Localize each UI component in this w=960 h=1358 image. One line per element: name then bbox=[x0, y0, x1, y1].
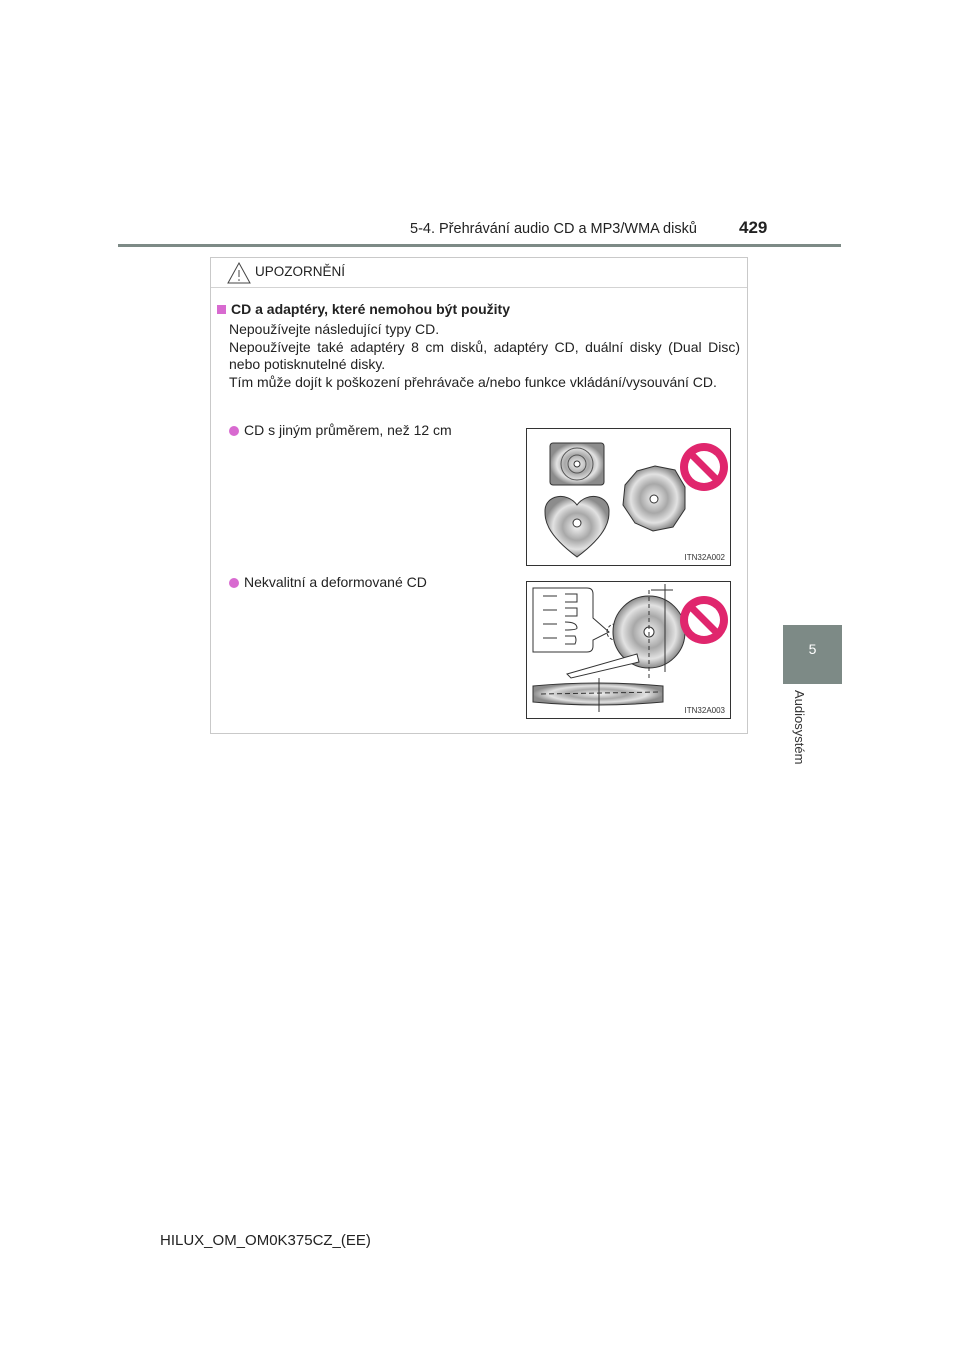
round-bullet-icon bbox=[229, 578, 239, 588]
list-item-label: CD s jiným průměrem, než 12 cm bbox=[244, 422, 452, 438]
figure-code: ITN32A003 bbox=[684, 706, 725, 715]
document-id: HILUX_OM_OM0K375CZ_(EE) bbox=[160, 1232, 371, 1249]
round-bullet-icon bbox=[229, 426, 239, 436]
warning-body bbox=[229, 321, 740, 391]
figure-code: ITN32A002 bbox=[684, 553, 725, 562]
paragraph: Tím může dojít k poškození přehrávače a/nebo funkce vkládání/vysouvání CD. bbox=[229, 373, 717, 390]
chapter-tab bbox=[783, 625, 842, 684]
list-item bbox=[229, 422, 452, 438]
figure-odd-shaped-cds bbox=[526, 428, 731, 566]
header-divider bbox=[118, 244, 841, 247]
paragraph: Nepoužívejte následující typy CD. bbox=[229, 321, 440, 337]
odd-shaped-cd-illustration bbox=[527, 429, 730, 565]
section-heading-text: CD a adaptéry, které nemohou být použity bbox=[231, 301, 511, 317]
list-item bbox=[229, 574, 427, 590]
chapter-label: Audiosystém bbox=[792, 690, 807, 765]
paragraph: Nepoužívejte také adaptéry 8 cm disků, adaptéry CD, duální disky (Dual Disc) nebo potisknutelné disky. bbox=[229, 338, 740, 372]
list-item-label: Nekvalitní a deformované CD bbox=[244, 574, 427, 590]
section-heading bbox=[217, 301, 510, 317]
chapter-number: 5 bbox=[808, 641, 817, 657]
prohibition-icon bbox=[680, 596, 728, 644]
warning-title: UPOZORNĚNÍ bbox=[255, 264, 346, 279]
prohibition-icon bbox=[680, 443, 728, 491]
warning-triangle-icon bbox=[226, 261, 252, 285]
deformed-cd-illustration bbox=[527, 582, 730, 718]
figure-deformed-cds bbox=[526, 581, 731, 719]
warning-header bbox=[211, 258, 747, 288]
warning-box bbox=[210, 257, 748, 734]
section-title: 5-4. Přehrávání audio CD a MP3/WMA disků bbox=[410, 221, 697, 237]
page-number: 429 bbox=[739, 218, 768, 237]
square-bullet-icon bbox=[217, 305, 226, 314]
